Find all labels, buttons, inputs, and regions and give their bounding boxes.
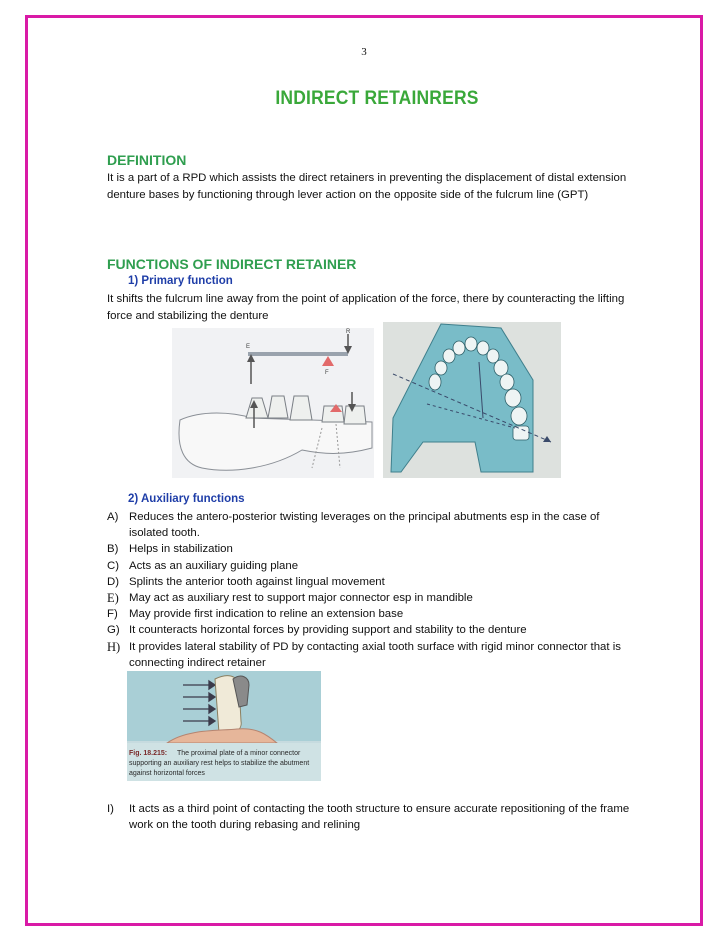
list-item-text: Helps in stabilization	[129, 543, 233, 556]
list-marker: C)	[107, 559, 120, 572]
page-number: 3	[361, 46, 367, 58]
list-item	[107, 590, 632, 606]
functions-heading: FUNCTIONS OF INDIRECT RETAINER	[107, 256, 357, 272]
list-item-text: It counteracts horizontal forces by providing support and stability to the denture	[129, 624, 527, 637]
list-marker: I)	[107, 803, 114, 815]
lever-diagram-svg	[172, 328, 374, 478]
arch-diagram-figure	[383, 322, 561, 478]
list-item-text: May act as auxiliary rest to support major connector esp in mandible	[129, 592, 473, 605]
list-item	[107, 801, 632, 833]
definition-text: It is a part of a RPD which assists the direct retainers in preventing the displacement of distal extension denture bases by functioning through lever action on the opposite side of the fulcrum line (GPT)	[107, 172, 627, 201]
list-marker: A)	[107, 511, 119, 523]
list-item	[107, 509, 632, 541]
list-item	[107, 639, 632, 671]
list-marker: D)	[107, 575, 120, 588]
list-marker: E)	[107, 591, 119, 606]
list-item-text: Acts as an auxiliary guiding plane	[129, 559, 299, 572]
list-item-text: May provide first indication to reline an extension base	[129, 608, 404, 621]
list-marker: H)	[107, 639, 121, 654]
figure-caption-line1: The proximal plate of a minor connector	[177, 750, 301, 757]
auxiliary-functions-label: 2) Auxiliary functions	[128, 493, 245, 505]
list-item-text: Splints the anterior tooth against lingual movement	[129, 575, 385, 588]
label-e: E	[246, 344, 251, 350]
primary-function-text: It shifts the fulcrum line away from the point of application of the force, there by counteracting the lifting force and stabilizing the denture	[107, 293, 625, 322]
auxiliary-functions-list	[107, 509, 632, 671]
primary-function-label: 1) Primary function	[128, 275, 233, 287]
figure-caption-line2: supporting an auxiliary rest helps to stabilize the abutment	[129, 760, 310, 767]
list-item	[107, 541, 632, 557]
lever-diagram-figure	[172, 328, 374, 478]
list-item-text: Reduces the antero-posterior twisting leverages on the principal abutments esp in the case of isolated tooth.	[129, 511, 600, 540]
list-marker: B)	[107, 543, 119, 556]
definition-heading: DEFINITION	[107, 152, 187, 168]
list-marker: F)	[107, 608, 118, 621]
minor-connector-svg	[127, 671, 321, 781]
arch-diagram-svg	[383, 322, 561, 478]
list-item	[107, 558, 632, 574]
page-title: INDIRECT RETAINRERS	[275, 88, 479, 109]
label-f: F	[325, 370, 329, 376]
list-item-text: It provides lateral stability of PD by contacting axial tooth surface with rigid minor connector that is connecting indirect retainer	[129, 640, 621, 669]
list-item	[107, 606, 632, 622]
label-r: R	[346, 329, 351, 335]
list-item-text: It acts as a third point of contacting the tooth structure to ensure accurate repositioning of the frame work on the tooth during rebasing and relining	[129, 803, 630, 832]
figure-caption-number: Fig. 18.215:	[129, 750, 168, 757]
list-item	[107, 622, 632, 638]
minor-connector-figure	[127, 671, 321, 781]
list-item	[107, 574, 632, 590]
figure-caption-line3: against horizontal forces	[129, 770, 205, 777]
function-i-list	[107, 801, 632, 833]
list-marker: G)	[107, 624, 120, 637]
